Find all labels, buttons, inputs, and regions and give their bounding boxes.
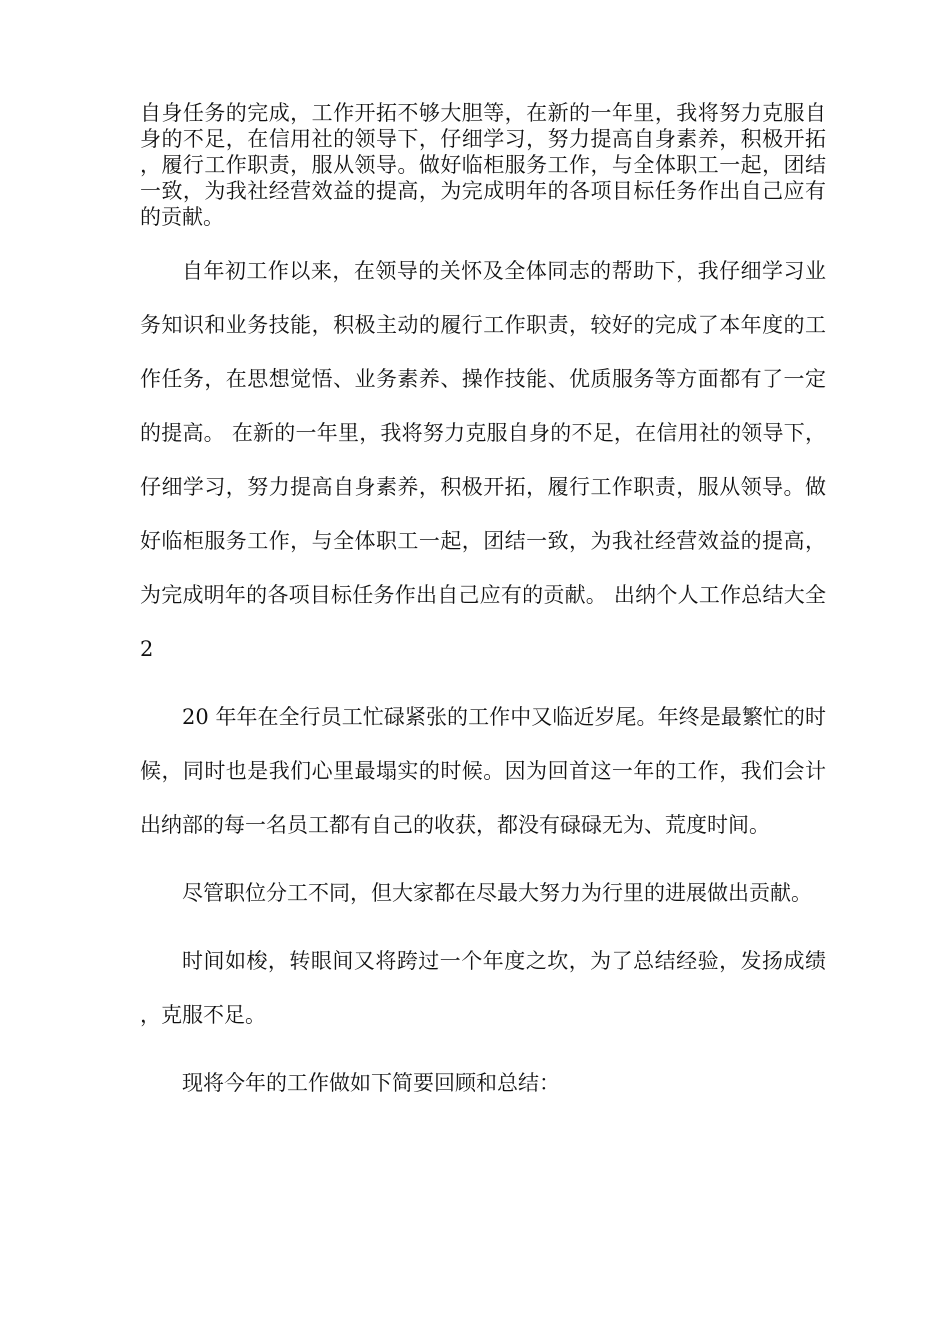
paragraph-4: 尽管职位分工不同，但大家都在尽最大努力为行里的进展做出贡献。 bbox=[182, 881, 812, 905]
paragraph-3: 20 年年在全行员工忙碌紧张的工作中又临近岁尾。年终是最繁忙的时候，同时也是我们心里最塌实的时候。因为回首这一年的工作，我们会计出纳部的每一名员工都有自己的收获，都没有碌碌无为、荒度时间。 bbox=[140, 705, 826, 837]
paragraph-6: 现将今年的工作做如下简要回顾和总结： bbox=[182, 1071, 560, 1095]
document-page bbox=[140, 100, 826, 1110]
paragraph-2: 自年初工作以来，在领导的关怀及全体同志的帮助下，我仔细学习业务知识和业务技能，积极主动的履行工作职责，较好的完成了本年度的工作任务，在思想觉悟、业务素养、操作技能、优质服务等方面都有了一定的提高。 在新的一年里，我将努力克服自身的不足，在信用社的领导下，仔细学习，努力提高自身素养，积极开拓，履行工作职责，服从领导。做好临柜服务工作，与全体职工一起，团结一致，为我社经营效益的提高，为完成明年的各项目标任务作出自己应有的贡献。 出纳个人工作总结大全2 bbox=[140, 259, 826, 661]
paragraph-5: 时间如梭，转眼间又将跨过一个年度之坎，为了总结经验，发扬成绩，克服不足。 bbox=[140, 949, 826, 1027]
paragraph-1: 自身任务的完成，工作开拓不够大胆等，在新的一年里，我将努力克服自身的不足，在信用社的领导下，仔细学习，努力提高自身素养，积极开拓，履行工作职责，服从领导。做好临柜服务工作，与全体职工一起，团结一致，为我社经营效益的提高，为完成明年的各项目标任务作出自己应有的贡献。 bbox=[140, 101, 826, 229]
